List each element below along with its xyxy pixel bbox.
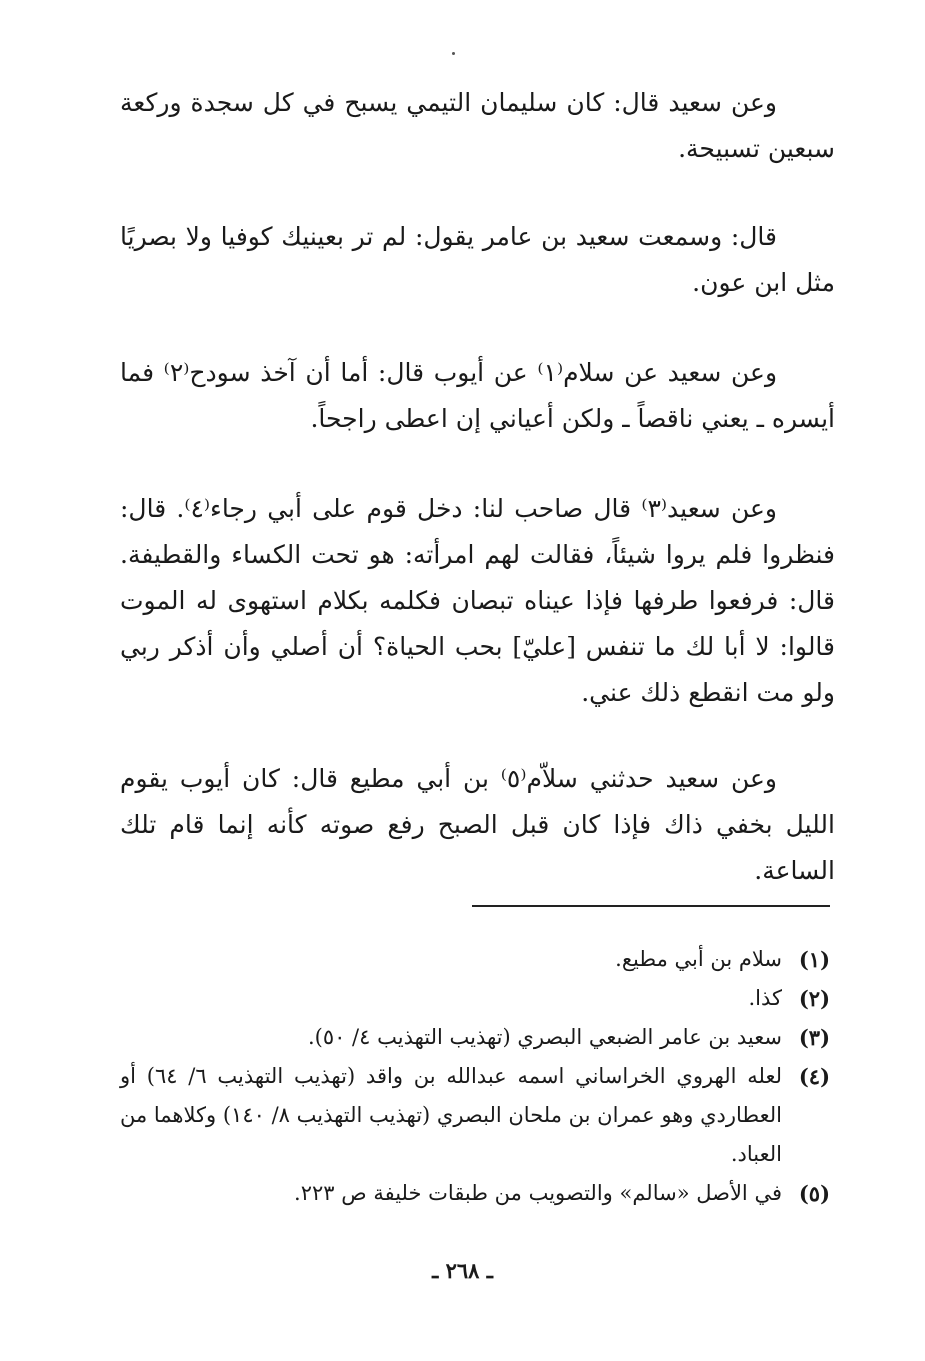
- footnote-number: (٢): [798, 986, 830, 1011]
- main-text: [120, 80, 835, 936]
- paragraph-5: وعن سعيد حدثني سلاّم⁽٥⁾ بن أبي مطيع قال: كان أيوب يقوم الليل بخفي ذاك فإذا كان قبل الصبح رفع صوته كأنه إنما قام تلك الساعة.: [120, 764, 835, 885]
- ink-dot: [452, 52, 455, 55]
- paragraph-3: وعن سعيد عن سلام⁽١⁾ عن أيوب قال: أما أن آخذ سودح⁽٢⁾ فما أيسره ـ يعني ناقصاً ـ ولكن أعياني إن اعطى راجحاً.: [120, 358, 835, 433]
- footnote-3: [120, 1018, 830, 1057]
- footnote-number: (٤): [798, 1064, 830, 1089]
- footnote-text: كذا.: [748, 986, 782, 1010]
- footnote-number: (١): [798, 947, 830, 972]
- footnote-divider: [472, 905, 830, 907]
- page-number: ـ ٢٦٨ ـ: [432, 1258, 493, 1283]
- footnotes: [120, 940, 830, 1213]
- footnote-4: [120, 1057, 830, 1174]
- footnote-5: [120, 1174, 830, 1213]
- paragraph-1: وعن سعيد قال: كان سليمان التيمي يسبح في كل سجدة وركعة سبعين تسبيحة.: [120, 88, 835, 163]
- footnote-number: (٥): [798, 1181, 830, 1206]
- paragraph-2: قال: وسمعت سعيد بن عامر يقول: لم تر بعينيك كوفيا ولا بصريًا مثل ابن عون.: [120, 222, 835, 297]
- footnote-text: في الأصل «سالم» والتصويب من طبقات خليفة ص ٢٢٣.: [294, 1181, 782, 1205]
- footnote-text: سعيد بن عامر الضبعي البصري (تهذيب التهذيب ٤/ ٥٠).: [307, 1025, 782, 1049]
- footnote-number: (٣): [798, 1025, 830, 1050]
- footnote-text: لعله الهروي الخراساني اسمه عبدالله بن واقد (تهذيب التهذيب ٦/ ٦٤) أو العطاردي وهو عمران بن ملحان البصري (تهذيب التهذيب ٨/ ١٤٠) وكلاهما من العباد.: [119, 1064, 782, 1166]
- footnote-text: سلام بن أبي مطيع.: [615, 947, 782, 971]
- footnote-1: [120, 940, 830, 979]
- footnote-2: [120, 979, 830, 1018]
- paragraph-4: وعن سعيد⁽٣⁾ قال صاحب لنا: دخل قوم على أبي رجاء⁽٤⁾. قال: فنظروا فلم يروا شيئاً، فقالت لهم امرأته: هو تحت الكساء والقطيفة. قال: فرفعوا طرفها فإذا عيناه تبصان فكلمه بكلام استهوى له الموت قالوا: لا أبا لك ما تنفس [عليّ] بحب الحياة؟ أن أصلي وأن أذكر ربي ولو مت انقطع ذلك عني.: [120, 494, 835, 707]
